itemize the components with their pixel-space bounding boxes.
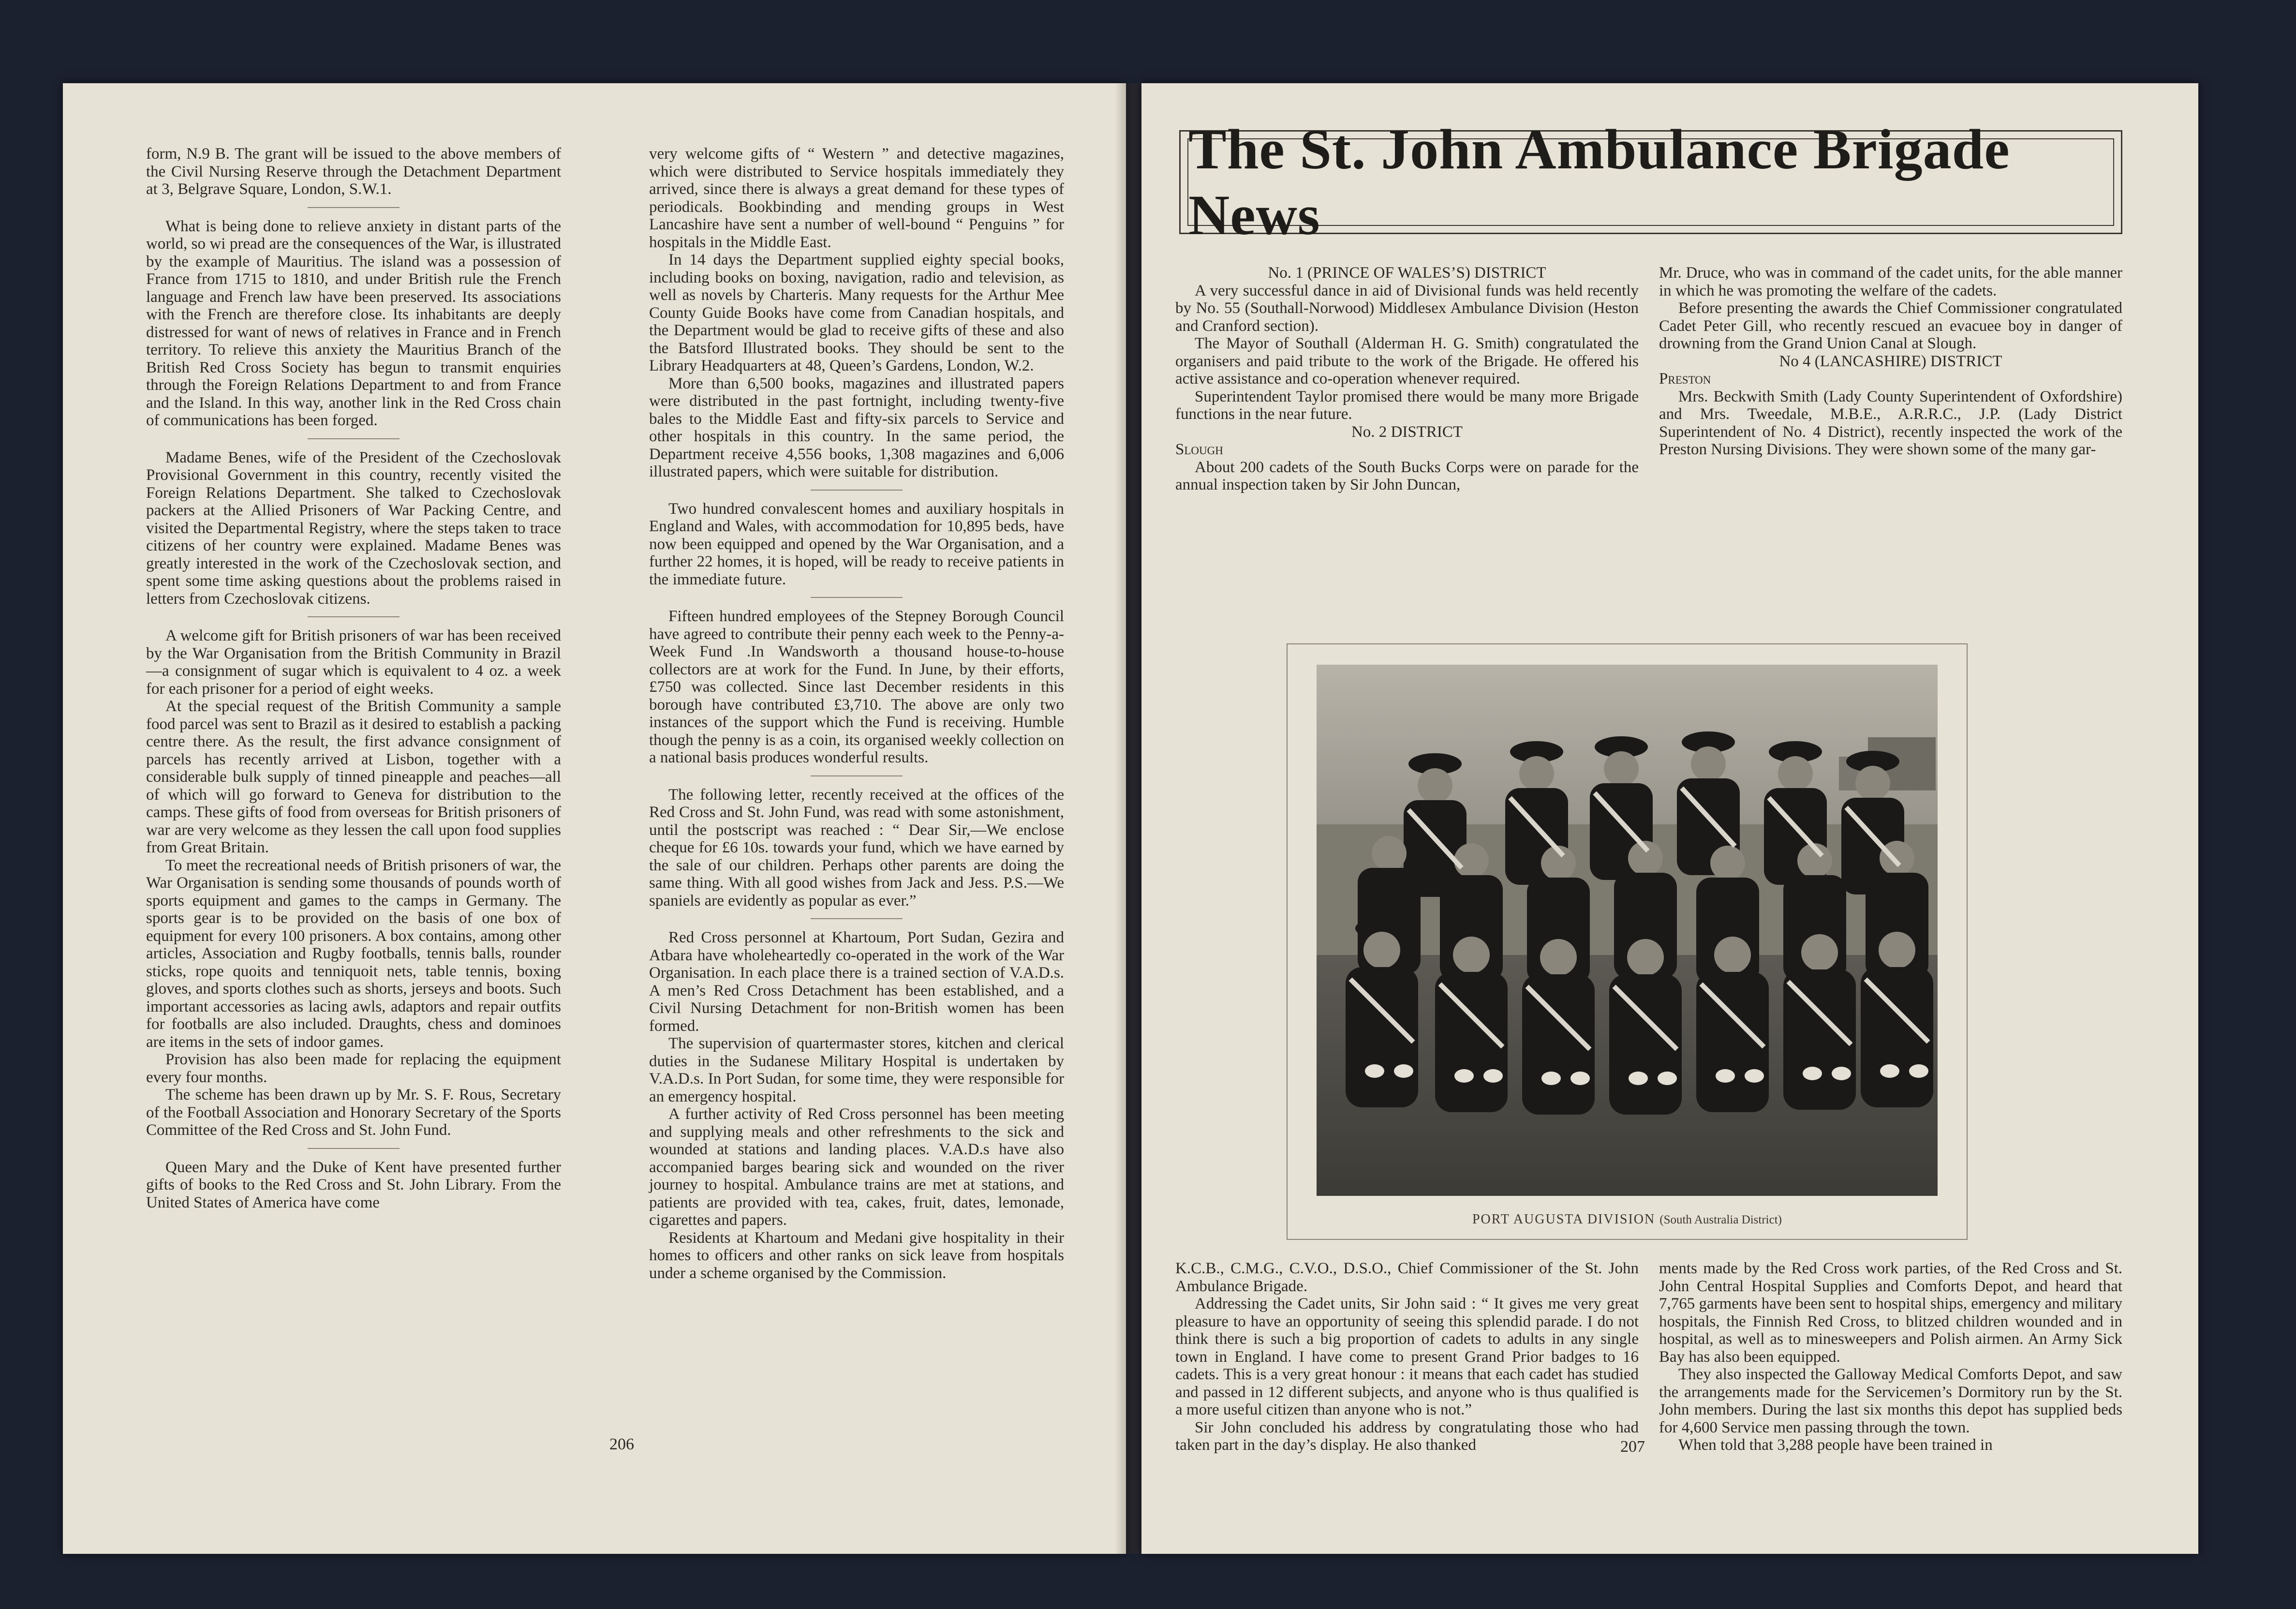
paragraph: Before presenting the awards the Chief Commissioner congratulated Cadet Peter Gill, who recently rescued an evacuee boy in danger of drowning from the Grand Union Canal at Slough. [1659, 299, 2122, 352]
paragraph: The scheme has been drawn up by Mr. S. F. Rous, Secretary of the Football Association and Honorary Secretary of the Sports Committee of the Red Cross and St. John Fund. [146, 1086, 561, 1139]
paragraph: Provision has also been made for replacing the equipment every four months. [146, 1051, 561, 1086]
divider [811, 918, 903, 919]
paragraph: K.C.B., C.M.G., C.V.O., D.S.O., Chief Commissioner of the St. John Ambulance Brigade. [1175, 1260, 1639, 1295]
paragraph: Sir John concluded his address by congratulating those who had taken part in the day’s display. He also thanked [1175, 1418, 1639, 1454]
right-page [1141, 83, 2198, 1554]
divider [308, 616, 400, 617]
page-number: 207 [1620, 1438, 1645, 1456]
paragraph: In 14 days the Department supplied eighty special books, including books on boxing, navigation, radio and television, as well as novels by Charteris. Many requests for the Arthur Mee County Guide Books have come from Canadian hospitals, and the Department would be glad to receive gifts of these and also the Batsford Illustrated books. They should be sent to the Library Headquarters at 48, Queen’s Gardens, London, W.2. [649, 251, 1064, 374]
paragraph: What is being done to relieve anxiety in distant parts of the world, so wi pread are the consequences of the War, is illustrated by the example of Mauritius. The island was a possession of France from 1715 to 1810, and under British rule the French language and French law have been preserved. Its associations with the French are therefore close. Its inhabitants are deeply distressed for want of news of relatives in France and in French territory. To relieve this anxiety the Mauritius Branch of the British Red Cross Society has begun to transmit enquiries through the Foreign Relations Department to and from France and the Island. In this way, another link in the Red Cross chain of communications has been forged. [146, 217, 561, 429]
paragraph: More than 6,500 books, magazines and illustrated papers were distributed in the past fortnight, including twenty-five bales to the Middle East and fifty-six parcels to Service and other hospitals in this country. In the same period, the Department receive 4,556 books, 1,308 magazines and 6,006 illustrated papers, which were suitable for distribution. [649, 374, 1064, 480]
paragraph: Two hundred convalescent homes and auxiliary hospitals in England and Wales, with accommodation for 10,895 beds, have now been equipped and opened by the War Organisation, and a further 22 homes, it is hoped, will be ready to receive patients in the immediate future. [649, 500, 1064, 588]
paragraph: When told that 3,288 people have been trained in [1678, 1436, 1993, 1454]
paragraph: They also inspected the Galloway Medical Comforts Depot, and saw the arrangements made for the Servicemen’s Dormitory run by the St. John members. During the last six months this depot has supplied beds for 4,600 Service men passing through the town. [1659, 1366, 2122, 1436]
paragraph: Mrs. Beckwith Smith (Lady County Superintendent of Oxfordshire) and Mrs. Tweedale, M.B.E., A.R.R.C., J.P. (Lady District Superintendent of No. 4 District), recently inspected the work of the Preston Nursing Divisions. They were shown some of the many gar- [1659, 387, 2122, 458]
paragraph: At the special request of the British Community a sample food parcel was sent to Brazil as it desired to establish a packing centre there. As the result, the first advance consignment of parcels has recently arrived at Lisbon, together with a considerable bulk supply of tinned pineapple and peaches—all of which will go forward to Geneva for distribution to the camps. These gifts of food from overseas for British prisoners of war are very welcome as they lessen the call upon food supplies from Great Britain. [146, 698, 561, 856]
masthead [1179, 117, 2122, 247]
photo-caption [1288, 1212, 1967, 1227]
divider [308, 207, 400, 208]
right-top-column-2 [1659, 264, 2122, 459]
right-bottom-column-1 [1175, 1260, 1639, 1454]
paragraph: A very successful dance in aid of Divisional funds was held recently by No. 55 (Southall-Norwood) Middlesex Ambulance Division (Heston and Cranford section). [1175, 282, 1639, 335]
paragraph: Addressing the Cadet units, Sir John said : “ It gives me very great pleasure to have an opportunity of seeing this splendid parade. I do not think there is such a big proportion of cadets to adults in any single town in England. I have come to present Grand Prior badges to 16 cadets. This is a very great honour : it means that each cadet has studied and passed in 12 different subjects, and anyone who is thus qualified is a more useful citizen than anyone who is not.” [1175, 1295, 1639, 1418]
paragraph: Fifteen hundred employees of the Stepney Borough Council have agreed to contribute their penny each week to the Penny-a-Week Fund .In Wandsworth a thousand house-to-house collectors are at work for the Fund. In June, by their efforts, £750 was collected. Since last December residents in this borough have contributed £3,710. The above are only two instances of the support which the Fund is receiving. Humble though the penny is as a coin, its organised weekly collection on a national basis produces wonderful results. [649, 608, 1064, 766]
divider [811, 597, 903, 598]
paragraph: form, N.9 B. The grant will be issued to the above members of the Civil Nursing Reserve through the Detachment Department at 3, Belgrave Square, London, S.W.1. [146, 145, 561, 198]
divider [811, 490, 903, 491]
masthead-title: The St. John Ambulance Brigade News [1187, 138, 2114, 226]
section-heading: No. 2 DISTRICT [1351, 423, 1463, 441]
group-photograph [1317, 665, 1938, 1196]
page-number: 206 [609, 1435, 634, 1453]
photo-caption-subtitle: (South Australia District) [1659, 1213, 1782, 1226]
section-heading: No. 1 (PRINCE OF WALES’S) DISTRICT [1268, 264, 1546, 282]
paragraph: very welcome gifts of “ Western ” and detective magazines, which were distributed to Service hospitals immediately they arrived, since there is always a great demand for these types of periodicals. Bookbinding and mending groups in West Lancashire have sent a number of well-bound “ Penguins ” for hospitals in the Middle East. [649, 145, 1064, 251]
divider [811, 775, 903, 776]
paragraph: The supervision of quartermaster stores, kitchen and clerical duties in the Sudanese Military Hospital is undertaken by V.A.D.s. In Port Sudan, for some time, they were responsible for an emergency hospital. [649, 1035, 1064, 1105]
paragraph: Residents at Khartoum and Medani give hospitality in their homes to officers and other ranks on sick leave from hospitals under a scheme organised by the Commission. [649, 1229, 1064, 1282]
right-top-column-1 [1175, 264, 1639, 494]
paragraph: Queen Mary and the Duke of Kent have presented further gifts of books to the Red Cross and St. John Library. From the United States of America have come [146, 1158, 561, 1211]
left-column-2 [649, 145, 1064, 1282]
paragraph: A further activity of Red Cross personnel has been meeting and supplying meals and other refreshments to the sick and wounded at stations and landing places. V.A.D.s have also accompanied barges bearing sick and wounded on the river journey to hospital. Ambulance trains are met at stations, and patients are provided with tea, cakes, fruit, dates, lemonade, cigarettes and papers. [649, 1105, 1064, 1229]
paragraph: The Mayor of Southall (Alderman H. G. Smith) congratulated the organisers and paid tribute to the work of the Brigade. He offered his active assistance and co-operation whenever required. [1175, 335, 1639, 387]
paragraph: To meet the recreational needs of British prisoners of war, the War Organisation is sending some thousands of pounds worth of sports equipment and games to the camps in Germany. The sports gear is to be provided on the basis of one box of equipment for every 100 prisoners. A box contains, among other articles, Association and Rugby footballs, tennis balls, rounder sticks, rope quoits and tenniquoit nets, table tennis, boxing gloves, and sports clothes such as shorts, jerseys and boots. Such important accessories as lacing awls, adaptors and repair outfits for footballs are also included. Draughts, chess and dominoes are items in the sets of indoor games. [146, 856, 561, 1051]
subheading: Preston [1659, 370, 1711, 387]
paragraph: Madame Benes, wife of the President of the Czechoslovak Provisional Government in this country, recently visited the Foreign Relations Department. She talked to Czechoslovak packers at the Allied Prisoners of War Packing Centre, and visited the Departmental Registry, where the steps taken to trace citizens of her country were explained. Madame Benes was greatly interested in the work of the Czechoslovak section, and spent some time asking questions about the problems raised in letters from Czechoslovak citizens. [146, 448, 561, 608]
left-page [63, 83, 1126, 1554]
paragraph: About 200 cadets of the South Bucks Corps were on parade for the annual inspection taken by Sir John Duncan, [1175, 458, 1639, 493]
paragraph: A welcome gift for British prisoners of war has been received by the War Organisation from the British Community in Brazil—a consignment of sugar which is equivalent to 4 oz. a week for each prisoner for a period of eight weeks. [146, 627, 561, 698]
divider [308, 438, 400, 439]
photo-caption-title: PORT AUGUSTA DIVISION [1472, 1212, 1656, 1227]
paragraph: Mr. Druce, who was in command of the cadet units, for the able manner in which he was promoting the welfare of the cadets. [1659, 264, 2122, 299]
photo-frame [1287, 643, 1968, 1240]
divider [308, 1148, 400, 1149]
paragraph: Superintendent Taylor promised there would be many more Brigade functions in the near future. [1175, 387, 1639, 423]
subheading: Slough [1175, 441, 1223, 458]
left-column-1 [146, 145, 561, 1211]
right-bottom-column-2 [1659, 1260, 2122, 1454]
paragraph: The following letter, recently received at the offices of the Red Cross and St. John Fund, was read with some astonishment, until the postscript was reached : “ Dear Sir,—We enclose cheque for £6 10s. towards your fund, which we have earned by the sale of our children. Perhaps other parents are doing the same thing. With all good wishes from Jack and Jess. P.S.—We spaniels are evidently as popular as ever.” [649, 786, 1064, 909]
section-heading: No 4 (LANCASHIRE) DISTRICT [1779, 352, 2002, 370]
paragraph: Red Cross personnel at Khartoum, Port Sudan, Gezira and Atbara have wholeheartedly co-operated in the work of the War Organisation. In each place there is a trained section of V.A.D.s. A men’s Red Cross Detachment has been established, and a Civil Nursing Detachment for non-British women has been formed. [649, 929, 1064, 1035]
paragraph: ments made by the Red Cross work parties, of the Red Cross and St. John Central Hospital Supplies and Comforts Depot, and heard that 7,765 garments have been sent to hospital ships, emergency and military hospitals, the Finnish Red Cross, to blitzed children wounded and in hospital, as well as to minesweepers and Polish airmen. An Army Sick Bay has also been equipped. [1659, 1260, 2122, 1366]
